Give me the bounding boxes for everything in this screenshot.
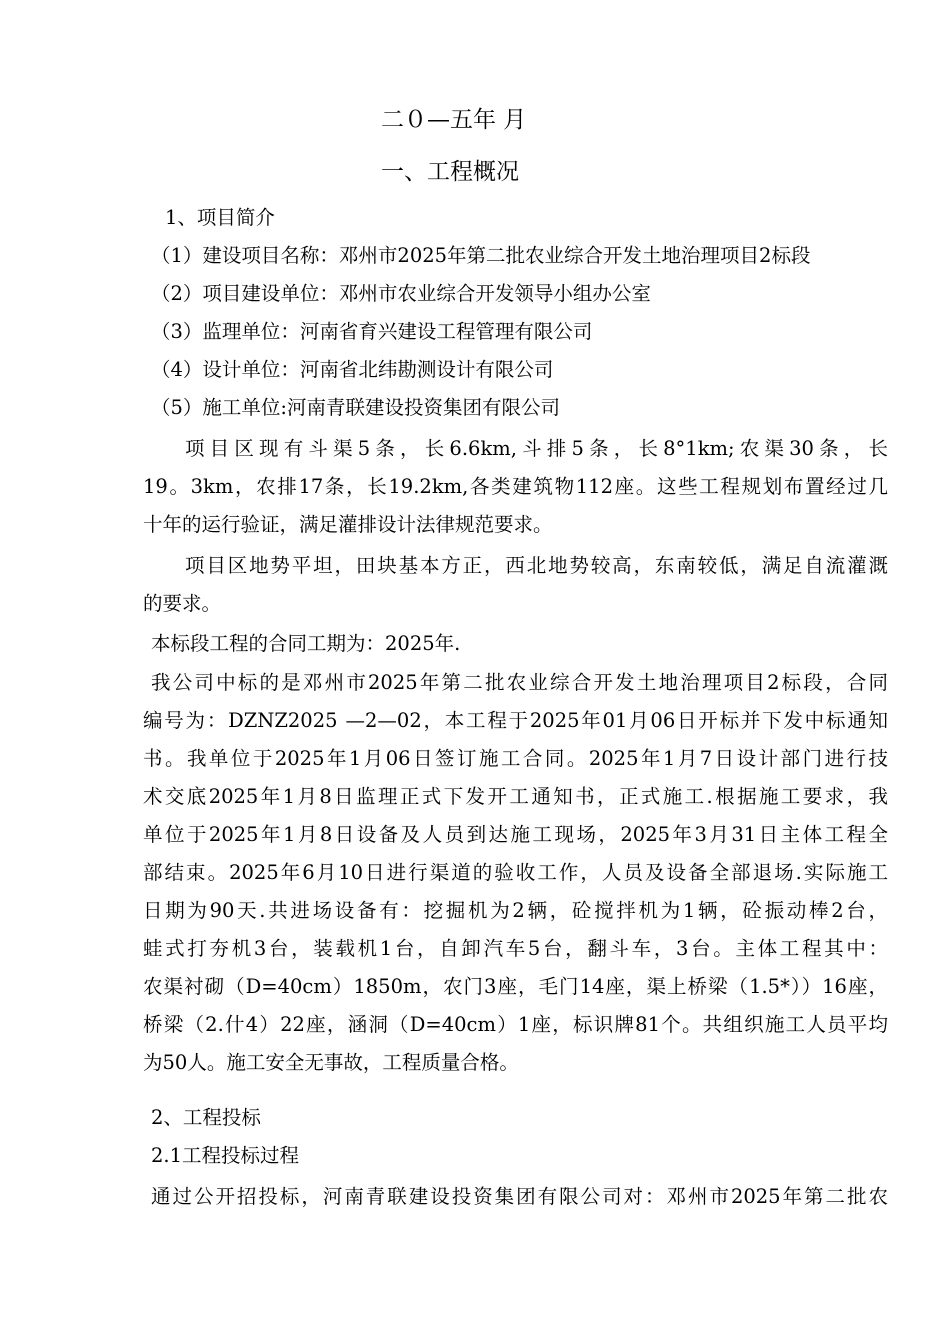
paragraph-line: 桥梁（2.什4）22座，涵洞（D=40cm）1座，标识牌81个。共组织施工人员平均 [143,1013,888,1036]
paragraph-line: 书。我单位于2025年1月06日签订施工合同。2025年1月7日设计部门进行技 [143,747,888,770]
paragraph-line: 项目区现有斗渠5条，长6.6km,斗排5条，长8°1km;农渠30条，长 [185,437,888,460]
project-item-4: （4）设计单位：河南省北纬勘测设计有限公司 [151,358,554,381]
project-item-1: （1）建设项目名称：邓州市2025年第二批农业综合开发土地治理项目2标段 [151,244,811,267]
project-intro-subtitle: 1、项目简介 [165,206,275,229]
paragraph-line: 单位于2025年1月8日设备及人员到达施工现场，2025年3月31日主体工程全 [143,823,888,846]
paragraph-line: 项目区地势平坦，田块基本方正，西北地势较高，东南较低，满足自流灌溉 [185,554,888,577]
paragraph-terrain [143,547,888,623]
paragraph-line: 为50人。施工安全无事故，工程质量合格。 [143,1051,519,1074]
paragraph-line: 部结束。2025年6月10日进行渠道的验收工作，人员及设备全部退场.实际施工 [143,861,888,884]
paragraph-line: 编号为：DZNZ2025 —2—02，本工程于2025年01月06日开标并下发中标通知 [143,709,888,732]
paragraph-line: 19。3km，农排17条，长19.2km,各类建筑物112座。这些工程规划布置经过几 [143,475,888,498]
paragraph-line: 十年的运行验证，满足灌排设计法律规范要求。 [143,513,553,536]
paragraph-line: 的要求。 [143,592,222,615]
project-item-3: （3）监理单位：河南省育兴建设工程管理有限公司 [151,320,593,343]
section-title: 一、工程概况 [381,159,519,185]
paragraph-line: 通过公开招投标，河南青联建设投资集团有限公司对：邓州市2025年第二批农 [151,1185,888,1208]
paragraph-line: 术交底2025年1月8日监理正式下发开工通知书，正式施工.根据施工要求，我 [143,785,888,808]
paragraph-line: 农渠衬砌（D=40cm）1850m，农门3座，毛门14座，渠上桥梁（1.5*））16座， [143,975,888,998]
paragraph-bidding [143,1178,888,1216]
paragraph-existing-works [143,430,888,544]
paragraph-line: 日期为90天.共进场设备有：挖掘机为2辆，砼搅拌机为1辆，砼振动棒2台， [143,899,888,922]
date-line: 二０—五年 月 [381,107,527,133]
bidding-subtitle: 2、工程投标 [151,1106,261,1129]
paragraph-line: 我公司中标的是邓州市2025年第二批农业综合开发土地治理项目2标段，合同 [151,671,888,694]
project-item-2: （2）项目建设单位：邓州市农业综合开发领导小组办公室 [151,282,651,305]
paragraph-line: 蛙式打夯机3台，装载机1台，自卸汽车5台，翻斗车，3台。主体工程其中： [143,937,888,960]
paragraph-construction [143,664,888,1082]
bidding-process-subtitle: 2.1工程投标过程 [151,1144,300,1167]
project-item-5: （5）施工单位:河南青联建设投资集团有限公司 [151,396,560,419]
contract-period: 本标段工程的合同工期为：2025年. [151,632,461,655]
